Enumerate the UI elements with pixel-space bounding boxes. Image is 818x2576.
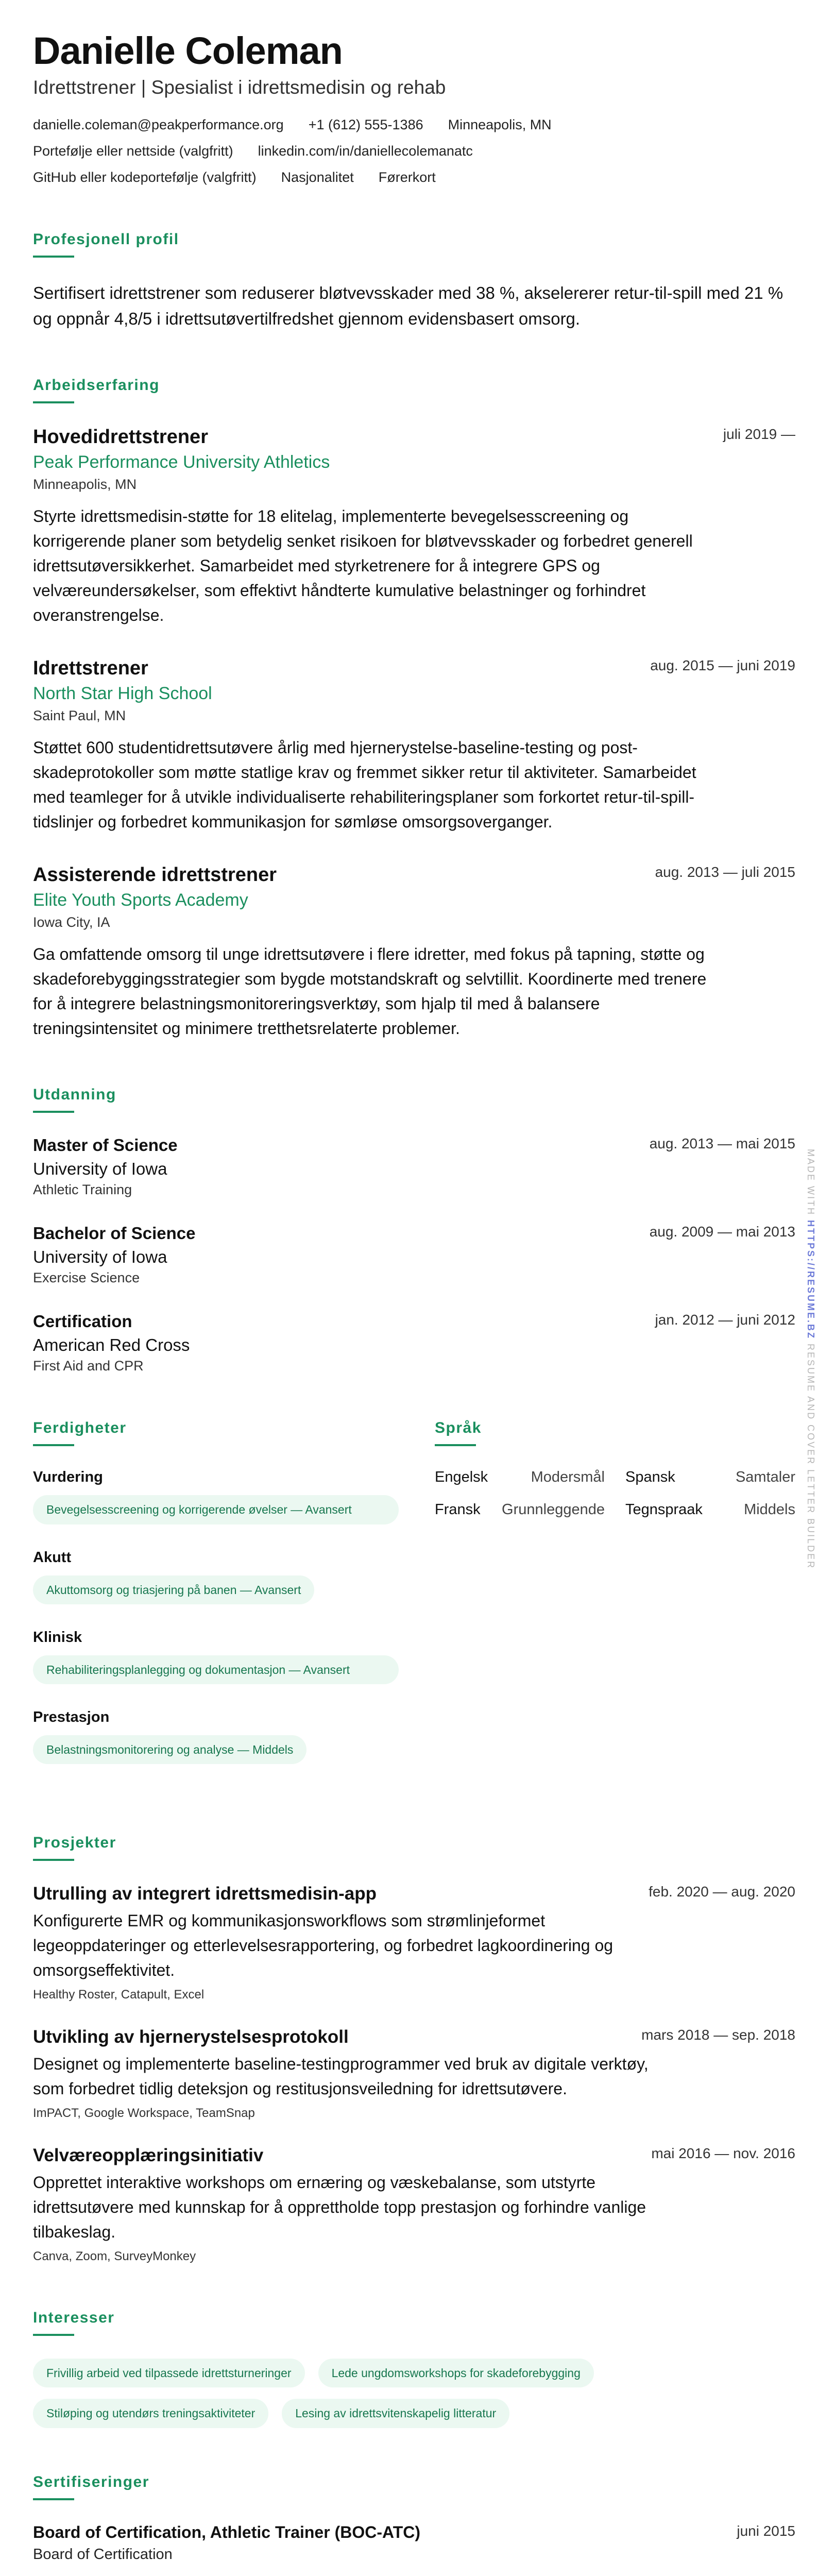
job-title: Idrettstrener	[33, 657, 148, 680]
skill-name: Vurdering	[33, 1469, 103, 1486]
education-entry	[33, 1136, 795, 1198]
language-row	[435, 1501, 795, 1518]
job-company: Elite Youth Sports Academy	[33, 890, 248, 910]
project-entry	[33, 2145, 795, 2264]
portfolio-link[interactable]: Portefølje eller nettside (valgfritt)	[33, 143, 233, 159]
language-level: Samtaler	[735, 1469, 795, 1486]
cert-name: Board of Certification, Athletic Trainer (BOC-ATC)	[33, 2522, 421, 2541]
section-title: Profesjonell profil	[33, 231, 179, 248]
section-title: Utdanning	[33, 1086, 116, 1104]
languages-section	[435, 1419, 795, 1789]
job-description: Ga omfattende omsorg til unge idrettsutøvere i flere idretter, med fokus på tapning, støtte og skadeforebyggingsstrategier som bygde motstandskraft og selvtillit. Koordinerte med trenere for å integrere belastningsmonitoreringsverktøy, som hjalp til med å balansere treningsintensitet og minimere tretthetsrelaterte problemer.	[33, 945, 707, 1038]
job-entry	[33, 864, 795, 1041]
certifications-section	[33, 2473, 795, 2576]
project-name: Velværeopplæringsinitiativ	[33, 2145, 264, 2166]
cert-date: juni 2015	[737, 2522, 795, 2539]
made-with-sidetag	[804, 1149, 816, 1613]
skill-chip: Bevegelsesscreening og korrigerende øvelser — Avansert	[33, 1495, 399, 1524]
skills-section	[33, 1419, 399, 1789]
certification-entry	[33, 2523, 795, 2563]
language-name: Fransk	[435, 1501, 481, 1518]
interests-section	[33, 2309, 795, 2428]
section-divider	[33, 2334, 74, 2336]
language-level: Grunnleggende	[502, 1501, 605, 1518]
project-tools: Canva, Zoom, SurveyMonkey	[33, 2249, 196, 2264]
resume-bz-link[interactable]: HTTPS://RESUME.BZ	[806, 1220, 816, 1340]
interest-chip: Frivillig arbeid ved tilpassede idrettsturneringer	[33, 2359, 305, 2387]
edu-date: jan. 2012 — juni 2012	[655, 1312, 795, 1328]
section-divider	[33, 256, 74, 258]
language-name: Tegnspraak	[625, 1501, 703, 1518]
linkedin-link[interactable]: linkedin.com/in/daniellecolemanatc	[258, 143, 473, 159]
edu-area: Exercise Science	[33, 1270, 140, 1286]
project-entry	[33, 2027, 795, 2121]
contact-row	[33, 117, 795, 133]
edu-degree: Bachelor of Science	[33, 1224, 196, 1243]
education-entry	[33, 1224, 795, 1286]
candidate-headline: Idrettstrener | Spesialist i idrettsmedisin og rehab	[33, 77, 446, 98]
contact-row	[33, 170, 795, 185]
resume-page	[33, 0, 795, 2576]
skill-name: Klinisk	[33, 1629, 82, 1646]
edu-institution: American Red Cross	[33, 1335, 190, 1355]
edu-area: Athletic Training	[33, 1182, 132, 1198]
project-description: Opprettet interaktive workshops om ernæring og væskebalanse, som utstyrte idrettsutøvere med kunnskap for å opprettholde topp prestasjon og forhindre vanlige tilbakeslag.	[33, 2173, 646, 2242]
skill-group	[33, 1549, 399, 1604]
edu-degree: Certification	[33, 1312, 132, 1331]
section-title: Prosjekter	[33, 1834, 116, 1852]
section-divider	[33, 1111, 74, 1113]
project-tools: Healthy Roster, Catapult, Excel	[33, 1988, 204, 2002]
edu-degree: Master of Science	[33, 1136, 178, 1155]
section-divider	[33, 1444, 74, 1446]
projects-section	[33, 1834, 795, 2264]
section-title: Sertifiseringer	[33, 2473, 149, 2490]
job-date: juli 2019 —	[723, 426, 795, 443]
skill-group	[33, 1629, 399, 1684]
drivers-license-text: Førerkort	[378, 170, 436, 185]
profile-section	[33, 231, 795, 331]
job-entry	[33, 657, 795, 834]
project-name: Utrulling av integrert idrettsmedisin-app	[33, 1884, 377, 1904]
education-section	[33, 1086, 795, 1374]
language-name: Engelsk	[435, 1469, 488, 1486]
github-link[interactable]: GitHub eller kodeportefølje (valgfritt)	[33, 170, 257, 185]
job-location: Saint Paul, MN	[33, 708, 126, 724]
edu-institution: University of Iowa	[33, 1159, 167, 1179]
language-level: Middels	[744, 1501, 795, 1518]
edu-area: First Aid and CPR	[33, 1358, 144, 1374]
job-title: Assisterende idrettstrener	[33, 864, 277, 886]
section-title: Interesser	[33, 2309, 115, 2327]
interest-chip: Stiløping og utendørs treningsaktiviteter	[33, 2399, 268, 2428]
section-title: Ferdigheter	[33, 1419, 127, 1437]
education-entry	[33, 1312, 795, 1374]
contact-block	[33, 117, 795, 185]
section-divider	[33, 401, 74, 403]
skill-name: Prestasjon	[33, 1708, 110, 1725]
job-location: Minneapolis, MN	[33, 477, 137, 493]
experience-section	[33, 377, 795, 1041]
job-title: Hovedidrettstrener	[33, 426, 208, 448]
project-tools: ImPACT, Google Workspace, TeamSnap	[33, 2106, 255, 2121]
sidetag-prefix: MADE WITH	[806, 1149, 816, 1216]
skills-languages-row	[33, 1419, 795, 1789]
sidetag-suffix: RESUME AND COVER LETTER BUILDER	[806, 1344, 816, 1570]
job-date: aug. 2015 — juni 2019	[650, 657, 795, 674]
project-description: Designet og implementerte baseline-testingprogrammer ved bruk av digitale verktøy, som forbedret tidlig deteksjon og restitusjonsveiledning for idrettsutøvere.	[33, 2055, 649, 2098]
edu-date: aug. 2013 — mai 2015	[649, 1136, 795, 1152]
nationality-text: Nasjonalitet	[281, 170, 354, 185]
section-divider	[33, 2498, 74, 2500]
project-date: mai 2016 — nov. 2016	[651, 2145, 795, 2162]
skill-chip: Rehabiliteringsplanlegging og dokumentasjon — Avansert	[33, 1655, 399, 1684]
job-company: Peak Performance University Athletics	[33, 452, 330, 472]
language-name: Spansk	[625, 1469, 675, 1486]
job-company: North Star High School	[33, 684, 212, 704]
job-entry	[33, 426, 795, 628]
project-date: mars 2018 — sep. 2018	[641, 2027, 795, 2043]
language-row	[435, 1469, 795, 1486]
skill-chip: Akuttomsorg og triasjering på banen — Avansert	[33, 1575, 314, 1604]
job-date: aug. 2013 — juli 2015	[655, 864, 795, 880]
skill-chip: Belastningsmonitorering og analyse — Middels	[33, 1735, 306, 1764]
project-date: feb. 2020 — aug. 2020	[649, 1884, 795, 1900]
section-divider	[435, 1444, 476, 1446]
job-description: Støttet 600 studentidrettsutøvere årlig med hjernerystelse-baseline-testing og post-skadeprotokoller som møtte statlige krav og fremmet sikker retur til aktiviteter. Samarbeidet med teamleger for å utvikle individualiserte rehabiliteringsplaner som forkortet retur-til-spill-tidslinjer og forbedret kommunikasjon for sømløse omsorgsoverganger.	[33, 738, 696, 832]
section-title: Språk	[435, 1419, 482, 1437]
skill-group	[33, 1709, 399, 1764]
section-title: Arbeidserfaring	[33, 377, 160, 394]
interest-chip: Lede ungdomsworkshops for skadeforebygging	[318, 2359, 594, 2387]
job-description: Styrte idrettsmedisin-støtte for 18 elitelag, implementerte bevegelsesscreening og korrigerende planer som betydelig senket risikoen for bløtvevsskader og forbedret generell idrettsutøversikkerhet. Samarbeidet med styrketrenere for å integrere GPS og velværeundersøkelser, som effektivt håndterte kumulative belastninger og forhindret overanstrengelse.	[33, 507, 693, 625]
cert-issuer: Board of Certification	[33, 2546, 173, 2563]
phone-link[interactable]: +1 (612) 555-1386	[308, 117, 423, 133]
candidate-name: Danielle Coleman	[33, 29, 343, 72]
language-level: Modersmål	[531, 1469, 605, 1486]
skill-group	[33, 1469, 399, 1524]
project-description: Konfigurerte EMR og kommunikasjonsworkflows som strømlinjeformet legeoppdateringer og etterlevelsesrapportering, og forbedret lagkoordinering og omsorgseffektivitet.	[33, 1911, 614, 1980]
edu-date: aug. 2009 — mai 2013	[649, 1224, 795, 1240]
profile-summary: Sertifisert idrettstrener som reduserer bløtvevsskader med 38 %, akselererer retur-til-spill med 21 % og oppnår 4,8/5 i idrettsutøvertilfredshet gjennom evidensbasert omsorg.	[33, 283, 783, 328]
project-entry	[33, 1884, 795, 2002]
contact-row	[33, 143, 795, 159]
skill-name: Akutt	[33, 1549, 72, 1566]
edu-institution: University of Iowa	[33, 1247, 167, 1267]
location-text: Minneapolis, MN	[448, 117, 552, 133]
interest-list	[33, 2359, 703, 2428]
project-name: Utvikling av hjernerystelsesprotokoll	[33, 2027, 349, 2047]
job-location: Iowa City, IA	[33, 914, 110, 930]
interest-chip: Lesing av idrettsvitenskapelig litteratur	[282, 2399, 509, 2428]
section-divider	[33, 1859, 74, 1861]
email-link[interactable]: danielle.coleman@peakperformance.org	[33, 117, 284, 133]
